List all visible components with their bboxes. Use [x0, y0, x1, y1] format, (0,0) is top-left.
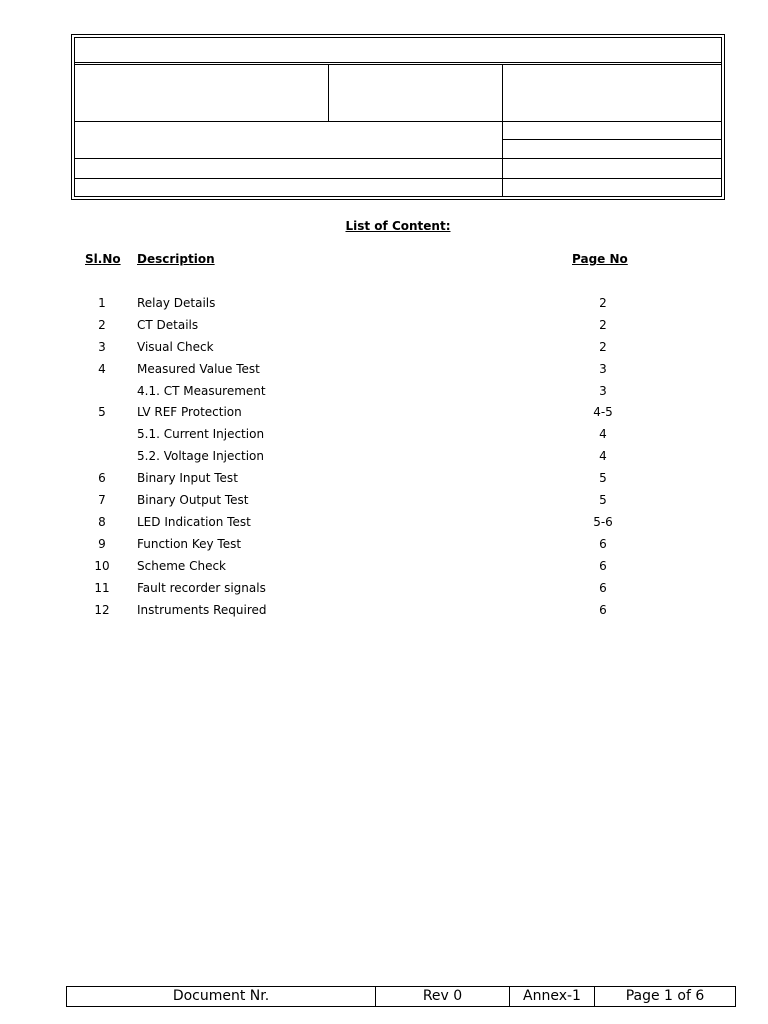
column-header-slno: Sl.No: [85, 252, 121, 266]
list-item: [0, 405, 768, 423]
item-description: Scheme Check: [137, 559, 227, 573]
item-description: Binary Input Test: [137, 471, 238, 485]
item-number: 7: [98, 493, 106, 507]
item-page: 2: [599, 296, 607, 310]
list-item: [0, 603, 768, 621]
header-inner-border: [74, 37, 722, 197]
list-item: [0, 362, 768, 380]
item-page: 4: [599, 449, 607, 463]
header-divider: [74, 62, 722, 63]
item-description: LV REF Protection: [137, 405, 242, 419]
item-description: Visual Check: [137, 340, 214, 354]
footer-revision: Rev 0: [422, 988, 463, 1004]
list-item: [0, 559, 768, 577]
list-item: [0, 581, 768, 599]
list-item: [0, 296, 768, 314]
item-description: LED Indication Test: [137, 515, 251, 529]
item-number: 12: [94, 603, 110, 617]
page-title: List of Content:: [345, 219, 451, 233]
header-divider: [74, 64, 722, 65]
item-page: 5-6: [593, 515, 613, 529]
list-item: [0, 493, 768, 511]
item-description: Function Key Test: [137, 537, 242, 551]
item-number: 10: [94, 559, 110, 573]
header-divider: [74, 178, 722, 179]
item-description: Fault recorder signals: [137, 581, 266, 595]
column-header-page-no: Page No: [572, 252, 628, 266]
item-number: 1: [98, 296, 106, 310]
list-item: [0, 384, 768, 402]
item-description: CT Details: [137, 318, 199, 332]
item-page: 6: [599, 537, 607, 551]
item-number: 2: [98, 318, 106, 332]
header-divider: [502, 139, 722, 140]
page-footer: [66, 986, 736, 1007]
footer-annex: Annex-1: [523, 988, 581, 1004]
footer-page-number: Page 1 of 6: [625, 988, 705, 1004]
item-number: 5: [98, 405, 106, 419]
list-item: [0, 318, 768, 336]
item-description: Relay Details: [137, 296, 216, 310]
item-description: 5.2. Voltage Injection: [137, 449, 264, 463]
item-number: 6: [98, 471, 106, 485]
header-divider: [74, 158, 722, 159]
list-item: [0, 515, 768, 533]
item-page: 5: [599, 493, 607, 507]
list-item: [0, 449, 768, 467]
item-description: Measured Value Test: [137, 362, 260, 376]
item-page: 3: [599, 384, 607, 398]
header-divider: [328, 64, 329, 121]
item-page: 6: [599, 559, 607, 573]
item-number: 11: [94, 581, 110, 595]
list-item: [0, 471, 768, 489]
item-description: Instruments Required: [137, 603, 267, 617]
item-page: 4: [599, 427, 607, 441]
item-page: 4-5: [593, 405, 613, 419]
item-number: 4: [98, 362, 106, 376]
item-description: 5.1. Current Injection: [137, 427, 265, 441]
header-divider: [74, 121, 722, 122]
item-page: 2: [599, 318, 607, 332]
list-item: [0, 537, 768, 555]
item-number: 3: [98, 340, 106, 354]
footer-document-number: Document Nr.: [172, 988, 270, 1004]
item-page: 6: [599, 603, 607, 617]
item-description: 4.1. CT Measurement: [137, 384, 266, 398]
item-number: 8: [98, 515, 106, 529]
item-page: 6: [599, 581, 607, 595]
list-item: [0, 427, 768, 445]
item-description: Binary Output Test: [137, 493, 249, 507]
column-header-description: Description: [137, 252, 215, 266]
item-page: 3: [599, 362, 607, 376]
list-item: [0, 340, 768, 358]
item-page: 2: [599, 340, 607, 354]
item-number: 9: [98, 537, 106, 551]
item-page: 5: [599, 471, 607, 485]
